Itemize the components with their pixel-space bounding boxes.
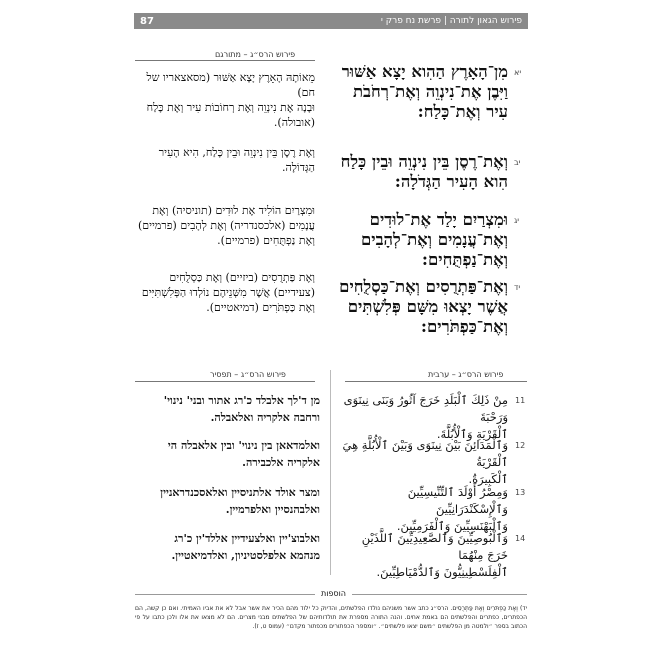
hebrew-verse [330,210,508,270]
hebrew-verse-line: וְאֶת־רֶסֶן בֵּין נִינְוֵה וּבֵין כָּלַח [340,152,508,171]
arabic-line: وَمِصْرُ أَوْلَدَ ٱلتِّنِّيسِيِّينَ وَٱلْإِسْكَنْدَرَانِيِّينَ [407,485,508,516]
translation-line: מֵאוֹתָהּ הָאָרֶץ יָצָא אַשּׁוּר (מסאצאריו של חם) [146,71,315,99]
translation-line: וְאֶת נַפְתֻּחִים (פרמיים). [217,234,315,247]
hebrew-verse-line: הִוא הָעִיר הַגְּדֹלָה: [394,172,508,191]
arabic-verse-number: 12 [515,441,526,450]
translation-line: הַגְּדוֹלָה. [281,161,315,174]
verse-number: יא [514,68,522,77]
translation-line: וְאֶת רֶסֶן בֵּין נִינְוֵה וּבֵין כָּלַח, הִיא הָעִיר [158,146,315,159]
hebrew-verse-line: וְאֶת־נַפְתֻּחִים: [421,250,508,269]
arabic-verse-number: 14 [515,534,526,543]
arabic-verse-number: 11 [515,396,526,405]
arabic-line: ٱلْفِلَسْطِينِيُّونَ وَٱلدُّمْيَاطِيِّينَ. [376,565,508,579]
hebrew-verse [330,152,508,192]
divider [345,381,527,382]
arabic-verse [342,484,508,535]
arabic-verse [342,437,508,488]
running-header [134,13,528,29]
hebrew-verse-line: וְאֶת־כַּפְתֹּרִים: [420,317,508,336]
tafsir-line: מנהמא אלפלסטיניון, ואלדמיאטיין. [171,549,320,562]
verse-number: יד [514,283,521,292]
column-divider [330,370,331,575]
tafsir-verse [135,484,320,518]
tafsir-verse [135,437,320,471]
hebrew-verse-line: וַיִּבֶן אֶת־נִינְוֵה וְאֶת־רְחֹבֹת [352,82,508,101]
column-header-arabic: פירוש הרס״ג – ערבית [428,370,504,379]
hebrew-verse-line: וּמִצְרַיִם יָלַד אֶת־לוּדִים [369,210,508,229]
tafsir-line: ורחבה אלקריה ואלאבלה. [210,411,320,424]
tafsir-line: ומצר אולד אלתניסיין ואלאסכנדראניין [160,486,320,499]
hebrew-translation [135,145,315,175]
arabic-verse [342,392,508,443]
arabic-line: وَٱلْبَهْنَسِيِّينَ وَٱلْفَرَمِيِّينَ. [396,519,508,533]
hebrew-translation [135,203,315,248]
tafsir-line: ואלבהנסיין ואלפרמיין. [225,503,320,516]
notes-text: יד) וְאֶת כַּפְתֹּרִים וְאֶת פַּתְרֻסִים. הרס״ג כתב אשר משניהם נולדו הפלשתים, והדיוק כל ילוד מהם הכיר את אשר אבל לא את אביו האמיתי. ואם כן קשה, הם הכפתרים, כפתרים והפלשתים הם באמת אחים. והנה התורה מספרת את תולדותיהם של הפלשתים מבני מצרים. הם לא מצאו את אלו ולכן כתבו על פי הכתוב בספר ״ולמטה מן הפלשתים ״משם יצאו פלשתים״. ״ומספר הכפתורים מכפתור מקדם״ (עמוס ט, ז). [135,605,527,630]
translation-line: וּמִצְרַיִם הוֹלִיד אֶת לוּדִים (תוניסיה) וְאֶת [152,204,315,217]
arabic-line: وَٱلْبُوصِيِّينَ وَٱلصَّعِيدِيِّينَ ٱللَّذَيْنِ خَرَجَ مِنْهُمَا [361,531,508,562]
translation-line: עֲנָמִים (אלכסנדריה) וְאֶת לְהָבִים (פרמיים) [137,219,315,232]
arabic-line: ٱلْقَرْيَةِ وَٱلْأُبُلَّةَ. [436,427,508,441]
verse-number: יב [514,158,521,167]
tafsir-line: מן ד'לך אלבלד כ'רג אתור ובני' נינוי' [163,394,320,407]
arabic-line: مِنْ ذَلِكَ ٱلْبَلَدِ خَرَجَ آثُورُ وَبَنَى نِينَوَى وَرَحْبَةَ [343,393,508,424]
divider [135,60,315,61]
tafsir-verse [135,392,320,426]
hebrew-verse-line: אֲשֶׁר יָצְאוּ מִשָּׁם פְּלִשְׁתִּים [347,297,508,316]
tafsir-line: אלקריה אלכבירה. [242,456,320,469]
hebrew-verse-line: וְאֶת־עֲנָמִים וְאֶת־לְהָבִים [360,230,508,249]
page-number: 87 [140,15,154,27]
hebrew-translation [135,70,315,130]
arabic-line: وَٱلْمَدَائِنَ بَيْنَ نِينَوَى وَبَيْنَ ٱلْأُبُلَّةِ هِيَ ٱلْقَرْيَةُ [342,438,508,469]
column-header-translation: פירוש הרס״ג – מתורגם [215,50,296,59]
tafsir-line: ואלבוצ'יין ואלצעידיין אללד'ין כ'רג [174,532,320,545]
translation-line: וְאֶת כַּפְתֹּרִים (דמיאטיים). [206,301,315,314]
translation-line: וְאֶת פַּתְרֻסִים (ביזיים) וְאֶת כַּסְלֻחִים [169,271,315,284]
hebrew-verse-line: מִן־הָאָרֶץ הַהִוא יָצָא אַשּׁוּר [341,62,508,81]
notes-heading: הוספות [315,589,352,598]
verse-number: יג [514,216,520,225]
tafsir-line: ואלמדאאן בין נינוי' ובין אלאבלה הי [167,439,320,452]
divider [135,381,315,382]
hebrew-verse [330,277,508,337]
column-header-tafsir: פירוש הרס״ג – תפסיר [210,370,286,379]
hebrew-verse-line: וְאֶת־פַּתְרֻסִים וְאֶת־כַּסְלֻחִים [339,277,508,296]
translation-line: (צעידיים) אֲשֶׁר מִשְּׁנֵיהֶם נוֹלְדוּ הַפְּלִשְׁתִּיִּים [141,286,315,299]
running-title: פירוש הגאון לתורה | פרשת נח פרק י [380,16,522,26]
arabic-verse-number: 13 [515,488,526,497]
hebrew-verse-line: עִיר וְאֶת־כָּלַח: [417,102,508,121]
translation-line: וּבָנָה אֶת נִינְוֵה וְאֶת רְחוֹבוֹת עִיר וְאֶת כָּלַח [146,101,315,114]
arabic-line: ٱلْكَبِيرَةُ. [468,472,508,486]
translation-line: (אובולה). [273,116,315,129]
arabic-verse [342,530,508,581]
tafsir-verse [135,530,320,564]
hebrew-verse [330,62,508,122]
hebrew-translation [135,270,315,315]
